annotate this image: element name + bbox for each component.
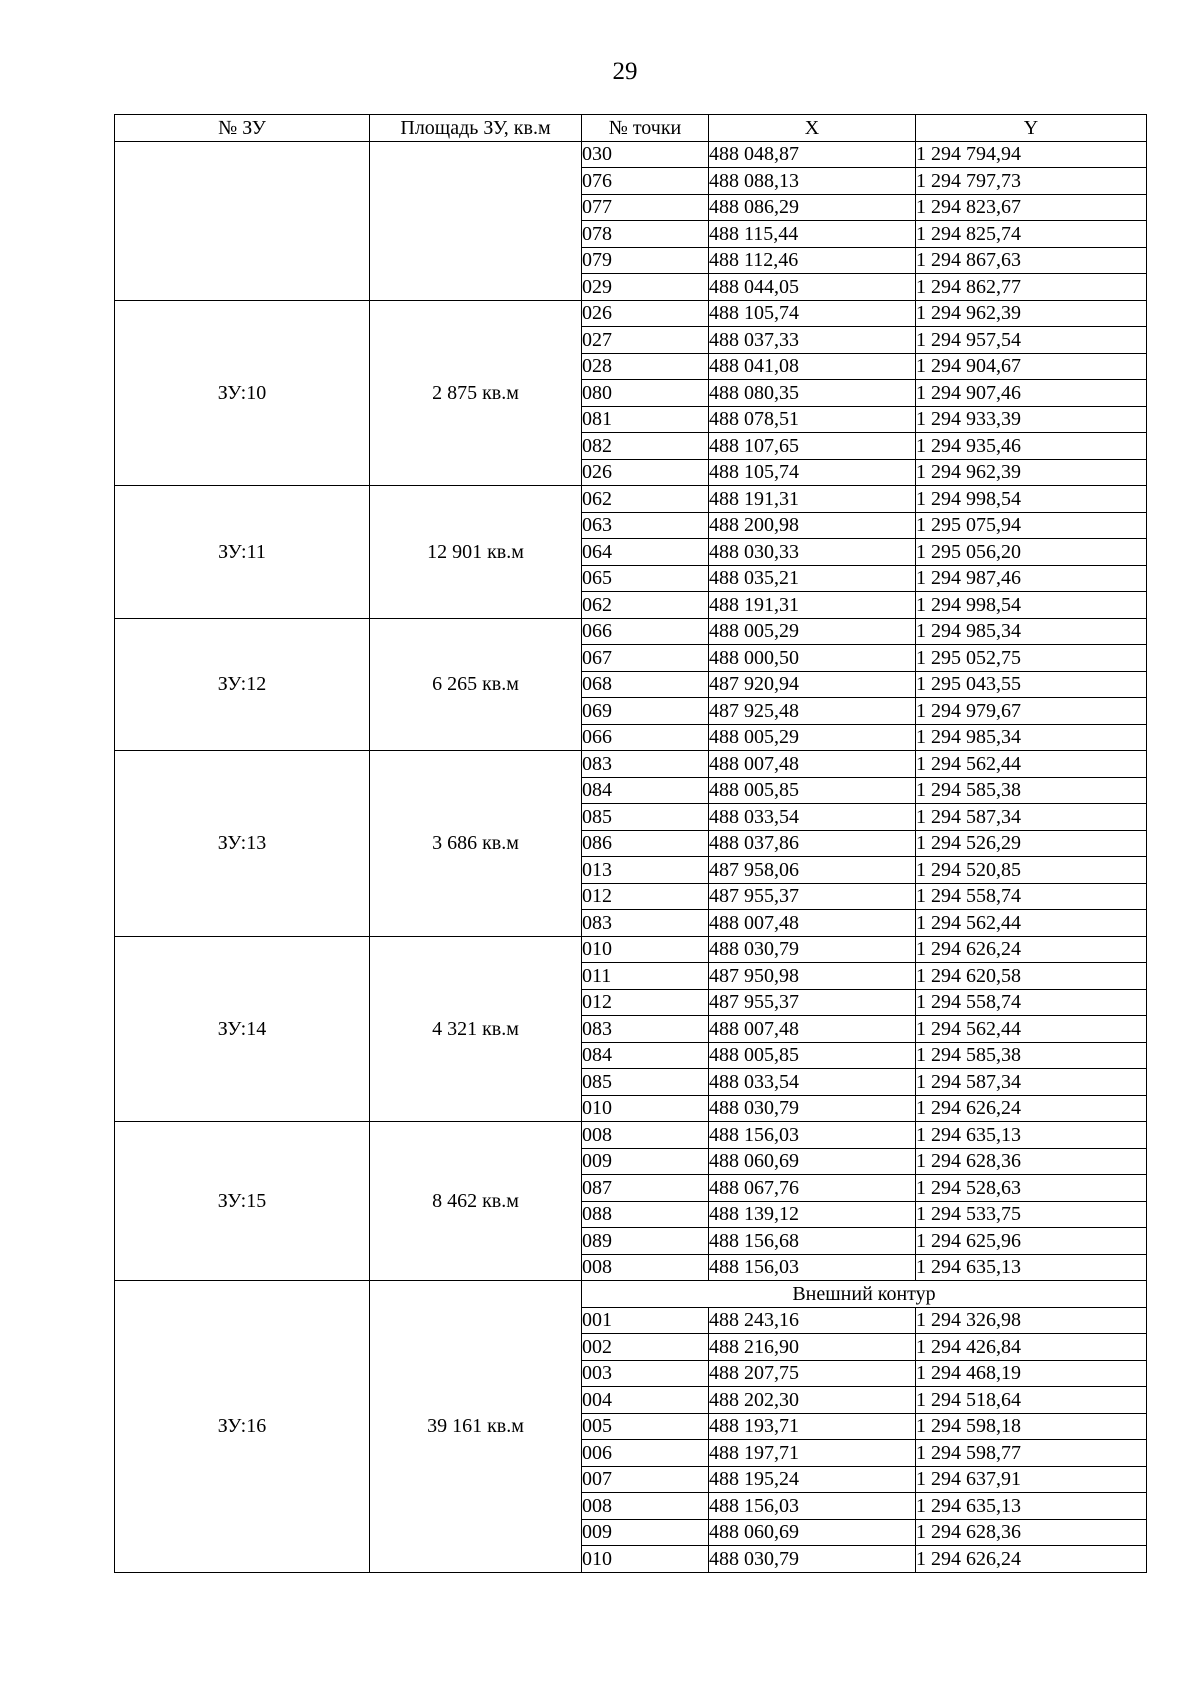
y-coordinate: 1 294 823,67 bbox=[916, 194, 1147, 221]
y-coordinate: 1 294 626,24 bbox=[916, 1095, 1147, 1122]
point-number: 002 bbox=[582, 1334, 709, 1361]
x-coordinate: 488 078,51 bbox=[709, 406, 916, 433]
y-coordinate: 1 294 598,77 bbox=[916, 1440, 1147, 1467]
x-coordinate: 488 005,29 bbox=[709, 618, 916, 645]
point-number: 079 bbox=[582, 247, 709, 274]
x-coordinate: 488 105,74 bbox=[709, 459, 916, 486]
x-coordinate: 488 030,79 bbox=[709, 1546, 916, 1573]
x-coordinate: 488 156,03 bbox=[709, 1254, 916, 1281]
x-coordinate: 487 950,98 bbox=[709, 963, 916, 990]
y-coordinate: 1 294 962,39 bbox=[916, 459, 1147, 486]
table-row bbox=[115, 486, 1147, 513]
y-coordinate: 1 294 962,39 bbox=[916, 300, 1147, 327]
x-coordinate: 488 037,33 bbox=[709, 327, 916, 354]
x-coordinate: 487 925,48 bbox=[709, 698, 916, 725]
point-number: 068 bbox=[582, 671, 709, 698]
point-number: 084 bbox=[582, 777, 709, 804]
x-coordinate: 488 007,48 bbox=[709, 1016, 916, 1043]
y-coordinate: 1 294 468,19 bbox=[916, 1360, 1147, 1387]
x-coordinate: 487 955,37 bbox=[709, 989, 916, 1016]
y-coordinate: 1 294 626,24 bbox=[916, 1546, 1147, 1573]
point-number: 003 bbox=[582, 1360, 709, 1387]
y-coordinate: 1 294 587,34 bbox=[916, 804, 1147, 831]
y-coordinate: 1 294 558,74 bbox=[916, 883, 1147, 910]
y-coordinate: 1 294 598,18 bbox=[916, 1413, 1147, 1440]
table-row bbox=[115, 618, 1147, 645]
point-number: 005 bbox=[582, 1413, 709, 1440]
x-coordinate: 488 030,33 bbox=[709, 539, 916, 566]
x-coordinate: 488 197,71 bbox=[709, 1440, 916, 1467]
y-coordinate: 1 294 825,74 bbox=[916, 221, 1147, 248]
y-coordinate: 1 294 628,36 bbox=[916, 1148, 1147, 1175]
x-coordinate: 488 035,21 bbox=[709, 565, 916, 592]
point-number: 012 bbox=[582, 883, 709, 910]
parcel-area bbox=[370, 141, 582, 300]
point-number: 026 bbox=[582, 300, 709, 327]
y-coordinate: 1 295 043,55 bbox=[916, 671, 1147, 698]
parcel-id: ЗУ:12 bbox=[115, 618, 370, 751]
point-number: 062 bbox=[582, 592, 709, 619]
y-coordinate: 1 294 585,38 bbox=[916, 1042, 1147, 1069]
point-number: 001 bbox=[582, 1307, 709, 1334]
y-coordinate: 1 295 075,94 bbox=[916, 512, 1147, 539]
y-coordinate: 1 294 985,34 bbox=[916, 618, 1147, 645]
point-number: 069 bbox=[582, 698, 709, 725]
parcel-area: 6 265 кв.м bbox=[370, 618, 582, 751]
table-row bbox=[115, 1281, 1147, 1308]
point-number: 029 bbox=[582, 274, 709, 301]
point-number: 087 bbox=[582, 1175, 709, 1202]
point-number: 008 bbox=[582, 1493, 709, 1520]
x-coordinate: 488 139,12 bbox=[709, 1201, 916, 1228]
y-coordinate: 1 294 987,46 bbox=[916, 565, 1147, 592]
y-coordinate: 1 294 520,85 bbox=[916, 857, 1147, 884]
table-row bbox=[115, 300, 1147, 327]
x-coordinate: 488 086,29 bbox=[709, 194, 916, 221]
point-number: 004 bbox=[582, 1387, 709, 1414]
y-coordinate: 1 294 998,54 bbox=[916, 486, 1147, 513]
point-number: 080 bbox=[582, 380, 709, 407]
point-number: 009 bbox=[582, 1519, 709, 1546]
x-coordinate: 488 067,76 bbox=[709, 1175, 916, 1202]
x-coordinate: 488 037,86 bbox=[709, 830, 916, 857]
point-number: 089 bbox=[582, 1228, 709, 1255]
header-y: Y bbox=[916, 115, 1147, 142]
table-row bbox=[115, 751, 1147, 778]
point-number: 030 bbox=[582, 141, 709, 168]
header-area: Площадь ЗУ, кв.м bbox=[370, 115, 582, 142]
x-coordinate: 488 216,90 bbox=[709, 1334, 916, 1361]
parcel-id: ЗУ:13 bbox=[115, 751, 370, 937]
x-coordinate: 488 030,79 bbox=[709, 1095, 916, 1122]
point-number: 007 bbox=[582, 1466, 709, 1493]
x-coordinate: 488 207,75 bbox=[709, 1360, 916, 1387]
x-coordinate: 487 920,94 bbox=[709, 671, 916, 698]
y-coordinate: 1 294 518,64 bbox=[916, 1387, 1147, 1414]
point-number: 062 bbox=[582, 486, 709, 513]
parcel-area: 4 321 кв.м bbox=[370, 936, 582, 1122]
y-coordinate: 1 294 558,74 bbox=[916, 989, 1147, 1016]
point-number: 065 bbox=[582, 565, 709, 592]
coordinates-table bbox=[114, 114, 1147, 1573]
y-coordinate: 1 294 979,67 bbox=[916, 698, 1147, 725]
point-number: 084 bbox=[582, 1042, 709, 1069]
y-coordinate: 1 294 867,63 bbox=[916, 247, 1147, 274]
parcel-area: 12 901 кв.м bbox=[370, 486, 582, 619]
point-number: 077 bbox=[582, 194, 709, 221]
x-coordinate: 488 156,03 bbox=[709, 1122, 916, 1149]
point-number: 085 bbox=[582, 804, 709, 831]
parcel-area: 2 875 кв.м bbox=[370, 300, 582, 486]
x-coordinate: 488 060,69 bbox=[709, 1148, 916, 1175]
page-number: 29 bbox=[612, 58, 638, 85]
x-coordinate: 488 115,44 bbox=[709, 221, 916, 248]
x-coordinate: 488 156,03 bbox=[709, 1493, 916, 1520]
point-number: 066 bbox=[582, 724, 709, 751]
point-number: 012 bbox=[582, 989, 709, 1016]
point-number: 063 bbox=[582, 512, 709, 539]
point-number: 083 bbox=[582, 1016, 709, 1043]
table-row bbox=[115, 936, 1147, 963]
point-number: 010 bbox=[582, 1546, 709, 1573]
x-coordinate: 488 030,79 bbox=[709, 936, 916, 963]
x-coordinate: 488 193,71 bbox=[709, 1413, 916, 1440]
x-coordinate: 488 033,54 bbox=[709, 1069, 916, 1096]
header-zu: № ЗУ bbox=[115, 115, 370, 142]
parcel-area: 8 462 кв.м bbox=[370, 1122, 582, 1281]
point-number: 011 bbox=[582, 963, 709, 990]
x-coordinate: 488 156,68 bbox=[709, 1228, 916, 1255]
x-coordinate: 488 005,29 bbox=[709, 724, 916, 751]
y-coordinate: 1 294 998,54 bbox=[916, 592, 1147, 619]
y-coordinate: 1 295 052,75 bbox=[916, 645, 1147, 672]
point-number: 009 bbox=[582, 1148, 709, 1175]
y-coordinate: 1 294 794,94 bbox=[916, 141, 1147, 168]
point-number: 026 bbox=[582, 459, 709, 486]
y-coordinate: 1 294 904,67 bbox=[916, 353, 1147, 380]
y-coordinate: 1 294 635,13 bbox=[916, 1254, 1147, 1281]
y-coordinate: 1 294 585,38 bbox=[916, 777, 1147, 804]
point-number: 083 bbox=[582, 910, 709, 937]
y-coordinate: 1 294 587,34 bbox=[916, 1069, 1147, 1096]
table-body bbox=[115, 141, 1147, 1572]
y-coordinate: 1 294 862,77 bbox=[916, 274, 1147, 301]
y-coordinate: 1 294 985,34 bbox=[916, 724, 1147, 751]
point-number: 010 bbox=[582, 936, 709, 963]
x-coordinate: 488 112,46 bbox=[709, 247, 916, 274]
y-coordinate: 1 294 933,39 bbox=[916, 406, 1147, 433]
x-coordinate: 488 105,74 bbox=[709, 300, 916, 327]
header-point: № точки bbox=[582, 115, 709, 142]
point-number: 078 bbox=[582, 221, 709, 248]
y-coordinate: 1 294 957,54 bbox=[916, 327, 1147, 354]
point-number: 082 bbox=[582, 433, 709, 460]
parcel-area: 3 686 кв.м bbox=[370, 751, 582, 937]
x-coordinate: 488 202,30 bbox=[709, 1387, 916, 1414]
x-coordinate: 488 044,05 bbox=[709, 274, 916, 301]
y-coordinate: 1 294 635,13 bbox=[916, 1122, 1147, 1149]
x-coordinate: 487 958,06 bbox=[709, 857, 916, 884]
point-number: 076 bbox=[582, 168, 709, 195]
y-coordinate: 1 294 625,96 bbox=[916, 1228, 1147, 1255]
point-number: 067 bbox=[582, 645, 709, 672]
point-number: 010 bbox=[582, 1095, 709, 1122]
point-number: 006 bbox=[582, 1440, 709, 1467]
y-coordinate: 1 294 626,24 bbox=[916, 936, 1147, 963]
parcel-id: ЗУ:10 bbox=[115, 300, 370, 486]
x-coordinate: 488 243,16 bbox=[709, 1307, 916, 1334]
point-number: 008 bbox=[582, 1254, 709, 1281]
y-coordinate: 1 294 635,13 bbox=[916, 1493, 1147, 1520]
x-coordinate: 488 000,50 bbox=[709, 645, 916, 672]
x-coordinate: 488 005,85 bbox=[709, 1042, 916, 1069]
y-coordinate: 1 294 637,91 bbox=[916, 1466, 1147, 1493]
y-coordinate: 1 294 562,44 bbox=[916, 751, 1147, 778]
x-coordinate: 488 005,85 bbox=[709, 777, 916, 804]
table-row bbox=[115, 141, 1147, 168]
y-coordinate: 1 294 907,46 bbox=[916, 380, 1147, 407]
x-coordinate: 488 007,48 bbox=[709, 910, 916, 937]
table-row bbox=[115, 1122, 1147, 1149]
x-coordinate: 488 080,35 bbox=[709, 380, 916, 407]
x-coordinate: 488 195,24 bbox=[709, 1466, 916, 1493]
x-coordinate: 487 955,37 bbox=[709, 883, 916, 910]
point-number: 008 bbox=[582, 1122, 709, 1149]
x-coordinate: 488 033,54 bbox=[709, 804, 916, 831]
x-coordinate: 488 041,08 bbox=[709, 353, 916, 380]
y-coordinate: 1 294 326,98 bbox=[916, 1307, 1147, 1334]
y-coordinate: 1 294 562,44 bbox=[916, 910, 1147, 937]
point-number: 081 bbox=[582, 406, 709, 433]
header-row bbox=[115, 115, 1147, 142]
point-number: 083 bbox=[582, 751, 709, 778]
parcel-area: 39 161 кв.м bbox=[370, 1281, 582, 1573]
x-coordinate: 488 107,65 bbox=[709, 433, 916, 460]
point-number: 085 bbox=[582, 1069, 709, 1096]
y-coordinate: 1 294 526,29 bbox=[916, 830, 1147, 857]
point-number: 027 bbox=[582, 327, 709, 354]
y-coordinate: 1 294 562,44 bbox=[916, 1016, 1147, 1043]
y-coordinate: 1 294 426,84 bbox=[916, 1334, 1147, 1361]
y-coordinate: 1 294 797,73 bbox=[916, 168, 1147, 195]
point-number: 013 bbox=[582, 857, 709, 884]
parcel-id: ЗУ:16 bbox=[115, 1281, 370, 1573]
point-number: 064 bbox=[582, 539, 709, 566]
y-coordinate: 1 294 628,36 bbox=[916, 1519, 1147, 1546]
parcel-id: ЗУ:14 bbox=[115, 936, 370, 1122]
x-coordinate: 488 007,48 bbox=[709, 751, 916, 778]
y-coordinate: 1 294 620,58 bbox=[916, 963, 1147, 990]
contour-subheader: Внешний контур bbox=[582, 1281, 1147, 1308]
x-coordinate: 488 191,31 bbox=[709, 592, 916, 619]
x-coordinate: 488 048,87 bbox=[709, 141, 916, 168]
point-number: 088 bbox=[582, 1201, 709, 1228]
x-coordinate: 488 088,13 bbox=[709, 168, 916, 195]
point-number: 066 bbox=[582, 618, 709, 645]
point-number: 028 bbox=[582, 353, 709, 380]
y-coordinate: 1 295 056,20 bbox=[916, 539, 1147, 566]
y-coordinate: 1 294 528,63 bbox=[916, 1175, 1147, 1202]
x-coordinate: 488 060,69 bbox=[709, 1519, 916, 1546]
parcel-id bbox=[115, 141, 370, 300]
parcel-id: ЗУ:11 bbox=[115, 486, 370, 619]
parcel-id: ЗУ:15 bbox=[115, 1122, 370, 1281]
y-coordinate: 1 294 935,46 bbox=[916, 433, 1147, 460]
y-coordinate: 1 294 533,75 bbox=[916, 1201, 1147, 1228]
header-x: X bbox=[709, 115, 916, 142]
point-number: 086 bbox=[582, 830, 709, 857]
x-coordinate: 488 191,31 bbox=[709, 486, 916, 513]
x-coordinate: 488 200,98 bbox=[709, 512, 916, 539]
